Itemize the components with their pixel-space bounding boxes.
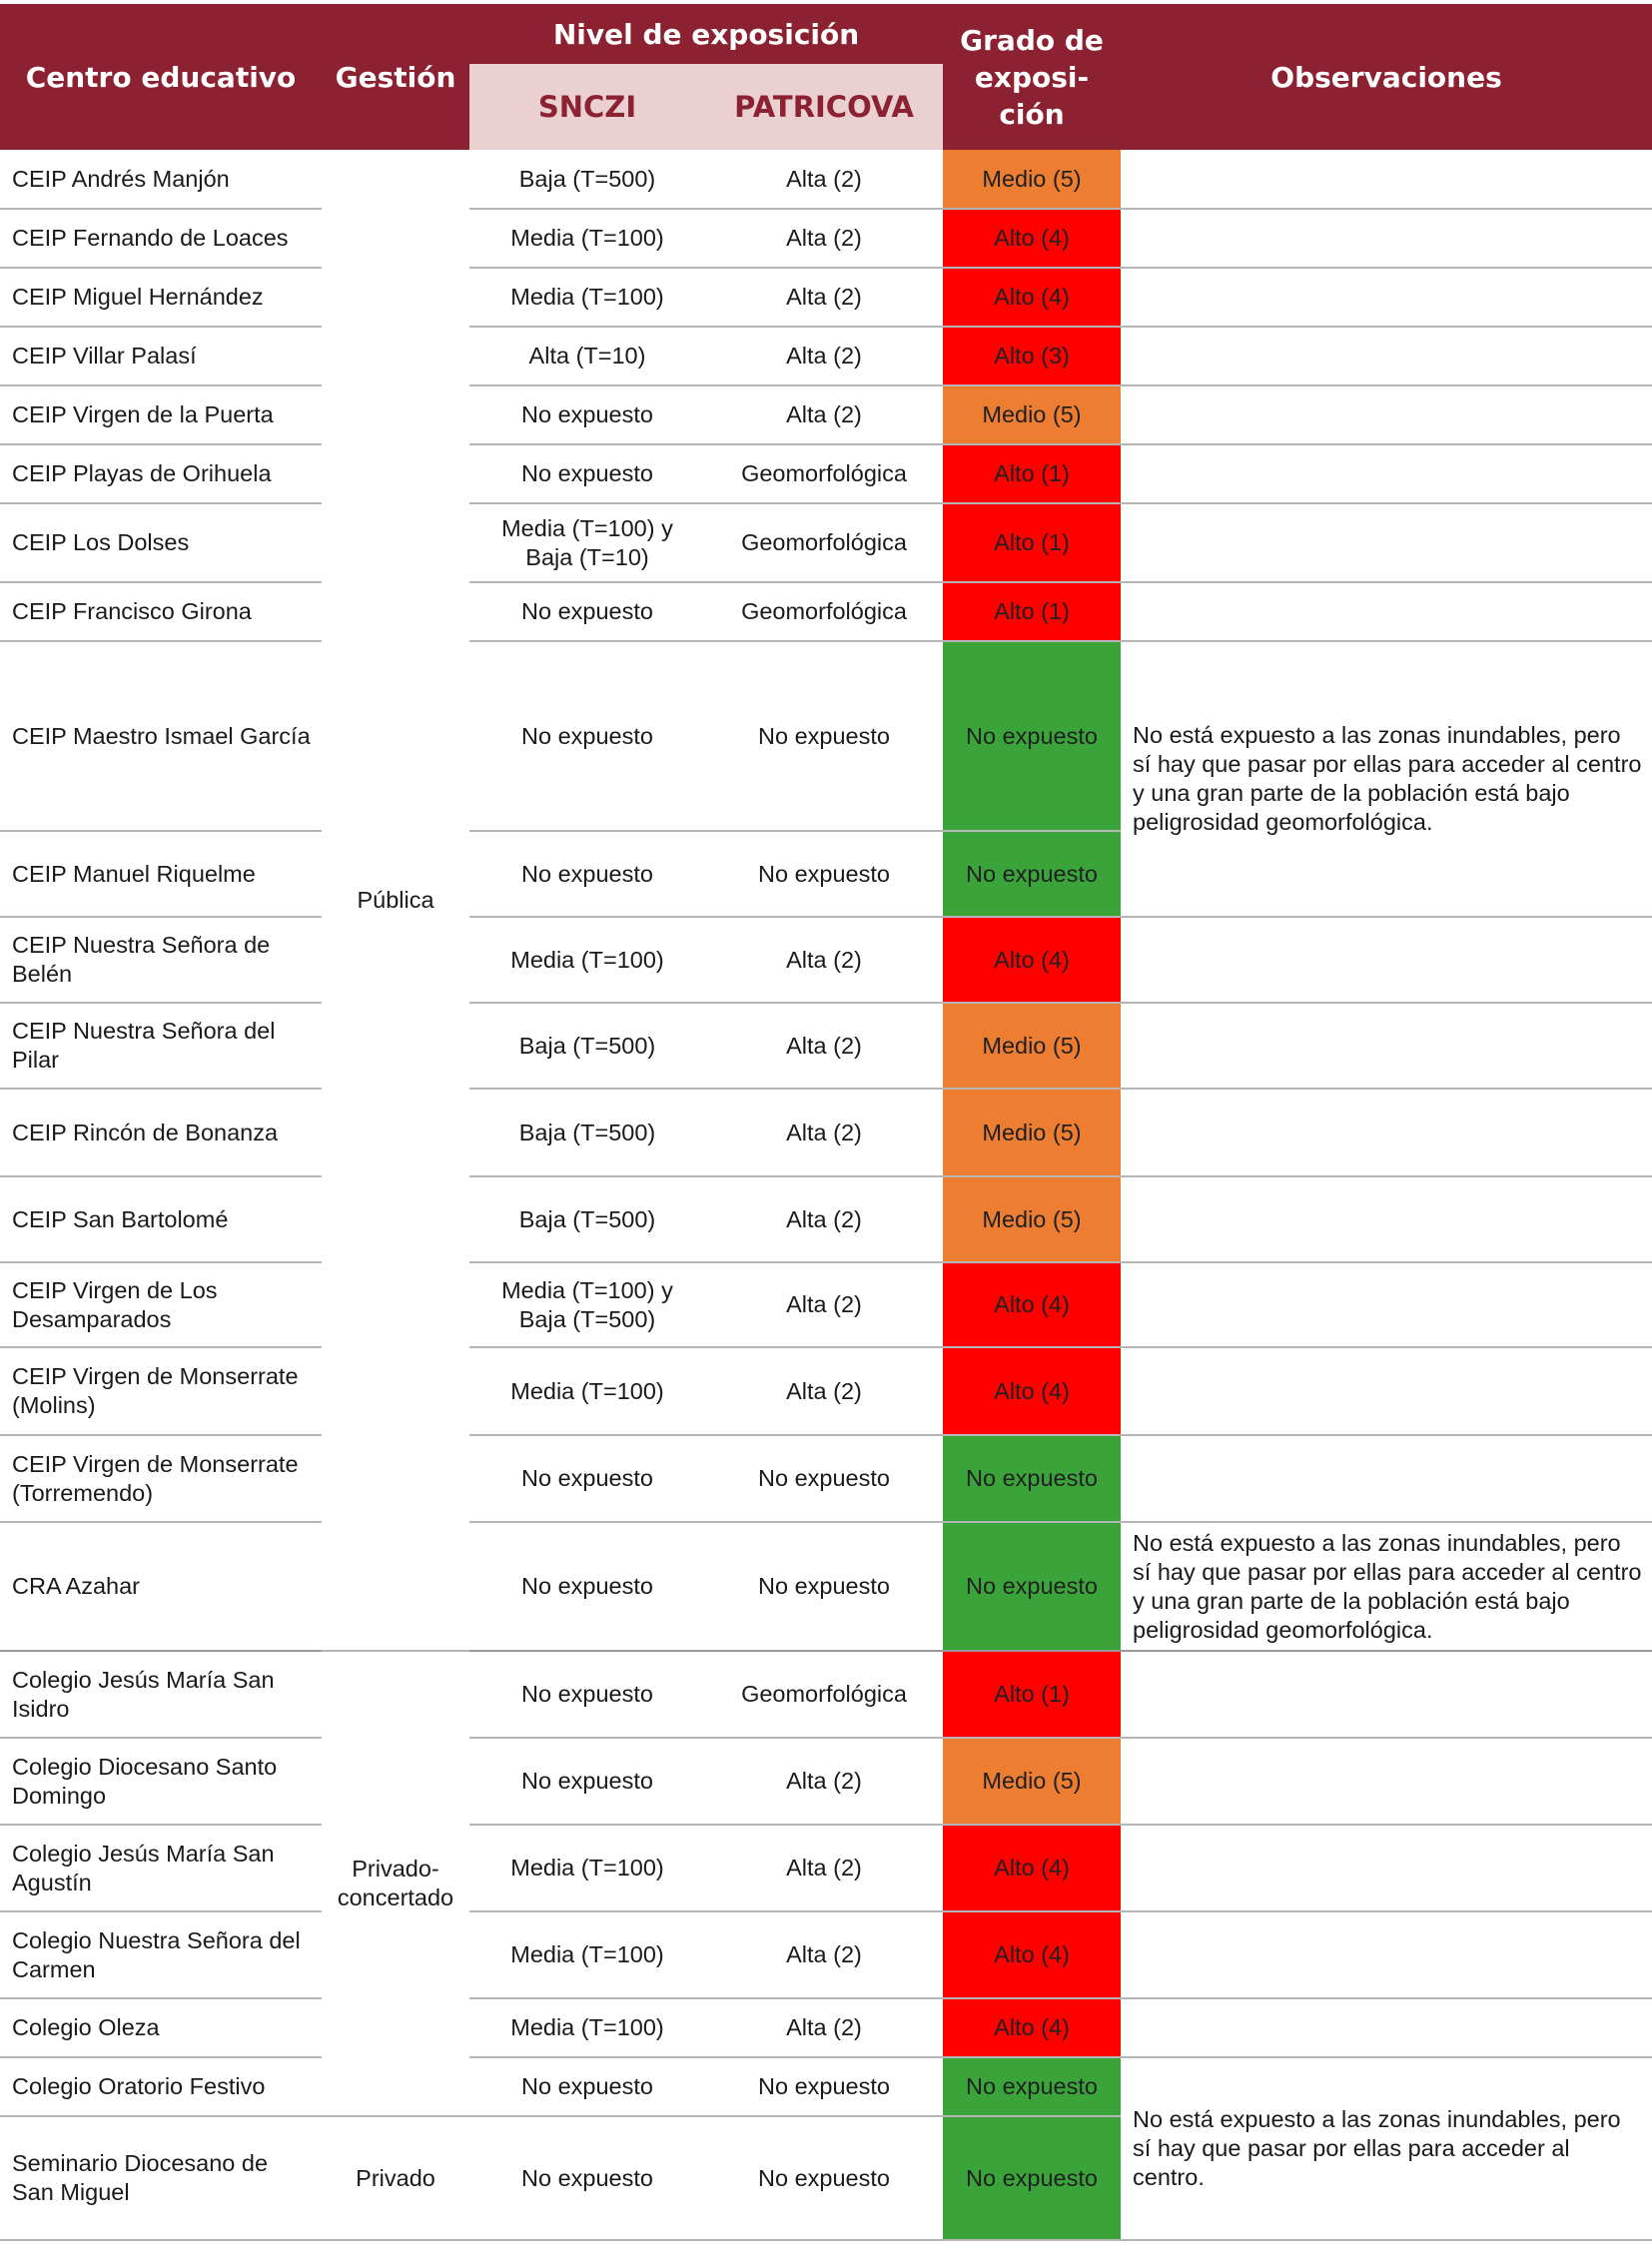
patricova-cell: No expuesto (705, 641, 943, 831)
snczi-cell: Media (T=100) (469, 1347, 705, 1435)
centro-name: CEIP Nuestra Señora del Pilar (0, 1003, 322, 1089)
grado-cell: Medio (5) (943, 150, 1121, 209)
centro-name: Colegio Diocesano Santo Domingo (0, 1738, 322, 1825)
patricova-cell: Alta (2) (705, 209, 943, 268)
patricova-cell: Alta (2) (705, 1738, 943, 1825)
grado-cell: No expuesto (943, 831, 1121, 917)
snczi-cell: Media (T=100) (469, 1911, 705, 1998)
patricova-cell: Alta (2) (705, 1825, 943, 1911)
observaciones-cell (1121, 385, 1652, 444)
patricova-cell: Alta (2) (705, 385, 943, 444)
observaciones-cell: No está expuesto a las zonas inundables, pero sí hay que pasar por ellas para acceder al centro y una gran parte de la población está bajo peligrosidad geomorfológica. (1121, 1522, 1652, 1651)
table-row (0, 444, 1652, 503)
snczi-cell: Baja (T=500) (469, 1176, 705, 1262)
table-row (0, 1825, 1652, 1911)
centro-name: CEIP Fernando de Loaces (0, 209, 322, 268)
table-row (0, 1435, 1652, 1522)
snczi-cell: No expuesto (469, 1435, 705, 1522)
patricova-cell: Alta (2) (705, 268, 943, 327)
observaciones-cell (1121, 1347, 1652, 1435)
centro-name: Colegio Oleza (0, 1998, 322, 2057)
snczi-cell: No expuesto (469, 1651, 705, 1738)
exposure-table (0, 4, 1652, 2241)
snczi-cell: No expuesto (469, 385, 705, 444)
grado-cell: Alto (4) (943, 1998, 1121, 2057)
snczi-cell: Baja (T=500) (469, 1089, 705, 1176)
grado-cell: No expuesto (943, 2057, 1121, 2116)
patricova-cell: No expuesto (705, 2057, 943, 2116)
snczi-cell: Media (T=100) (469, 209, 705, 268)
snczi-cell: Media (T=100) y Baja (T=10) (469, 503, 705, 582)
observaciones-cell (1121, 209, 1652, 268)
grado-cell: Alto (3) (943, 327, 1121, 385)
snczi-cell: Baja (T=500) (469, 1003, 705, 1089)
grado-cell: Medio (5) (943, 1003, 1121, 1089)
patricova-cell: Alta (2) (705, 1176, 943, 1262)
table-row (0, 327, 1652, 385)
snczi-cell: Media (T=100) (469, 1825, 705, 1911)
header-snczi: SNCZI (469, 64, 705, 150)
table-row (0, 1176, 1652, 1262)
table-row (0, 2057, 1652, 2116)
observaciones-cell (1121, 1911, 1652, 1998)
snczi-cell: No expuesto (469, 2116, 705, 2240)
observaciones-cell (1121, 1738, 1652, 1825)
grado-cell: No expuesto (943, 1435, 1121, 1522)
snczi-cell: No expuesto (469, 1738, 705, 1825)
observaciones-cell (1121, 327, 1652, 385)
centro-name: CEIP Los Dolses (0, 503, 322, 582)
observaciones-cell (1121, 1435, 1652, 1522)
table-row (0, 1651, 1652, 1738)
patricova-cell: Alta (2) (705, 150, 943, 209)
table-row (0, 917, 1652, 1003)
grado-cell: Medio (5) (943, 385, 1121, 444)
patricova-cell: Alta (2) (705, 327, 943, 385)
table-row (0, 1998, 1652, 2057)
patricova-cell: Alta (2) (705, 1003, 943, 1089)
observaciones-cell (1121, 1651, 1652, 1738)
snczi-cell: Alta (T=10) (469, 327, 705, 385)
snczi-cell: Media (T=100) (469, 917, 705, 1003)
patricova-cell: Alta (2) (705, 1262, 943, 1347)
grado-cell: Alto (1) (943, 582, 1121, 641)
gestion-privado: Privado (322, 2116, 469, 2240)
observaciones-cell: No está expuesto a las zonas inundables, pero sí hay que pasar por ellas para acceder al centro. (1121, 2057, 1652, 2240)
snczi-cell: No expuesto (469, 641, 705, 831)
centro-name: CEIP Virgen de Monserrate (Molins) (0, 1347, 322, 1435)
table-row (0, 641, 1652, 831)
centro-name: Colegio Nuestra Señora del Carmen (0, 1911, 322, 1998)
table-row (0, 1911, 1652, 1998)
grado-cell: Medio (5) (943, 1738, 1121, 1825)
snczi-cell: No expuesto (469, 444, 705, 503)
table-body (0, 150, 1652, 2240)
observaciones-cell (1121, 503, 1652, 582)
table-row (0, 1003, 1652, 1089)
observaciones-cell (1121, 1089, 1652, 1176)
centro-name: CEIP Playas de Orihuela (0, 444, 322, 503)
patricova-cell: Alta (2) (705, 1998, 943, 2057)
grado-cell: Alto (4) (943, 209, 1121, 268)
patricova-cell: Alta (2) (705, 1089, 943, 1176)
centro-name: CEIP Manuel Riquelme (0, 831, 322, 917)
centro-name: CEIP Virgen de la Puerta (0, 385, 322, 444)
header-gestion: Gestión (322, 4, 469, 150)
centro-name: CEIP Nuestra Señora de Belén (0, 917, 322, 1003)
observaciones-cell (1121, 1176, 1652, 1262)
centro-name: CEIP Virgen de Los Desamparados (0, 1262, 322, 1347)
snczi-cell: Media (T=100) (469, 1998, 705, 2057)
header-patricova: PATRICOVA (705, 64, 943, 150)
snczi-cell: No expuesto (469, 1522, 705, 1651)
observaciones-cell (1121, 150, 1652, 209)
snczi-cell: Media (T=100) y Baja (T=500) (469, 1262, 705, 1347)
gestion-concertado: Privado-concertado (322, 1651, 469, 2116)
patricova-cell: Alta (2) (705, 917, 943, 1003)
grado-cell: No expuesto (943, 641, 1121, 831)
table-row (0, 582, 1652, 641)
centro-name: CEIP Andrés Manjón (0, 150, 322, 209)
centro-name: Seminario Diocesano de San Miguel (0, 2116, 322, 2240)
grado-cell: Alto (4) (943, 1911, 1121, 1998)
table-row (0, 1347, 1652, 1435)
observaciones-cell (1121, 1003, 1652, 1089)
snczi-cell: Baja (T=500) (469, 150, 705, 209)
gestion-publica: Pública (322, 150, 469, 1651)
grado-cell: Alto (1) (943, 1651, 1121, 1738)
observaciones-cell (1121, 444, 1652, 503)
grado-cell: Alto (4) (943, 268, 1121, 327)
header-nivel: Nivel de exposición (469, 4, 943, 64)
centro-name: CEIP San Bartolomé (0, 1176, 322, 1262)
grado-cell: Medio (5) (943, 1089, 1121, 1176)
grado-cell: Alto (4) (943, 1262, 1121, 1347)
table-row (0, 209, 1652, 268)
centro-name: CEIP Miguel Hernández (0, 268, 322, 327)
table-row (0, 1738, 1652, 1825)
patricova-cell: No expuesto (705, 1435, 943, 1522)
table-row (0, 1089, 1652, 1176)
patricova-cell: Geomorfológica (705, 503, 943, 582)
centro-name: Colegio Jesús María San Isidro (0, 1651, 322, 1738)
table-row (0, 385, 1652, 444)
grado-cell: Alto (4) (943, 1347, 1121, 1435)
grado-cell: Alto (1) (943, 503, 1121, 582)
patricova-cell: No expuesto (705, 2116, 943, 2240)
centro-name: CEIP Virgen de Monserrate (Torremendo) (0, 1435, 322, 1522)
table-row (0, 1522, 1652, 1651)
observaciones-cell (1121, 1825, 1652, 1911)
centro-name: CEIP Villar Palasí (0, 327, 322, 385)
observaciones-cell (1121, 1262, 1652, 1347)
patricova-cell: Alta (2) (705, 1347, 943, 1435)
centro-name: CEIP Francisco Girona (0, 582, 322, 641)
patricova-cell: Geomorfológica (705, 1651, 943, 1738)
centro-name: Colegio Jesús María San Agustín (0, 1825, 322, 1911)
observaciones-cell (1121, 268, 1652, 327)
grado-cell: Alto (4) (943, 917, 1121, 1003)
observaciones-cell (1121, 1998, 1652, 2057)
patricova-cell: Geomorfológica (705, 582, 943, 641)
grado-cell: Medio (5) (943, 1176, 1121, 1262)
table-row (0, 150, 1652, 209)
observaciones-cell: No está expuesto a las zonas inundables, pero sí hay que pasar por ellas para acceder al centro y una gran parte de la población está bajo peligrosidad geomorfológica. (1121, 641, 1652, 917)
grado-cell: No expuesto (943, 1522, 1121, 1651)
grado-cell: Alto (1) (943, 444, 1121, 503)
grado-cell: No expuesto (943, 2116, 1121, 2240)
patricova-cell: No expuesto (705, 1522, 943, 1651)
snczi-cell: Media (T=100) (469, 268, 705, 327)
centro-name: CRA Azahar (0, 1522, 322, 1651)
snczi-cell: No expuesto (469, 2057, 705, 2116)
observaciones-cell (1121, 582, 1652, 641)
patricova-cell: No expuesto (705, 831, 943, 917)
header-observaciones: Observaciones (1121, 4, 1652, 150)
table-row (0, 1262, 1652, 1347)
centro-name: CEIP Maestro Ismael García (0, 641, 322, 831)
patricova-cell: Alta (2) (705, 1911, 943, 1998)
snczi-cell: No expuesto (469, 582, 705, 641)
header-centro: Centro educativo (0, 4, 322, 150)
grado-cell: Alto (4) (943, 1825, 1121, 1911)
patricova-cell: Geomorfológica (705, 444, 943, 503)
observaciones-cell (1121, 917, 1652, 1003)
header-grado: Grado de exposi- ción (943, 4, 1121, 150)
centro-name: CEIP Rincón de Bonanza (0, 1089, 322, 1176)
table-row (0, 503, 1652, 582)
table-row (0, 268, 1652, 327)
centro-name: Colegio Oratorio Festivo (0, 2057, 322, 2116)
snczi-cell: No expuesto (469, 831, 705, 917)
